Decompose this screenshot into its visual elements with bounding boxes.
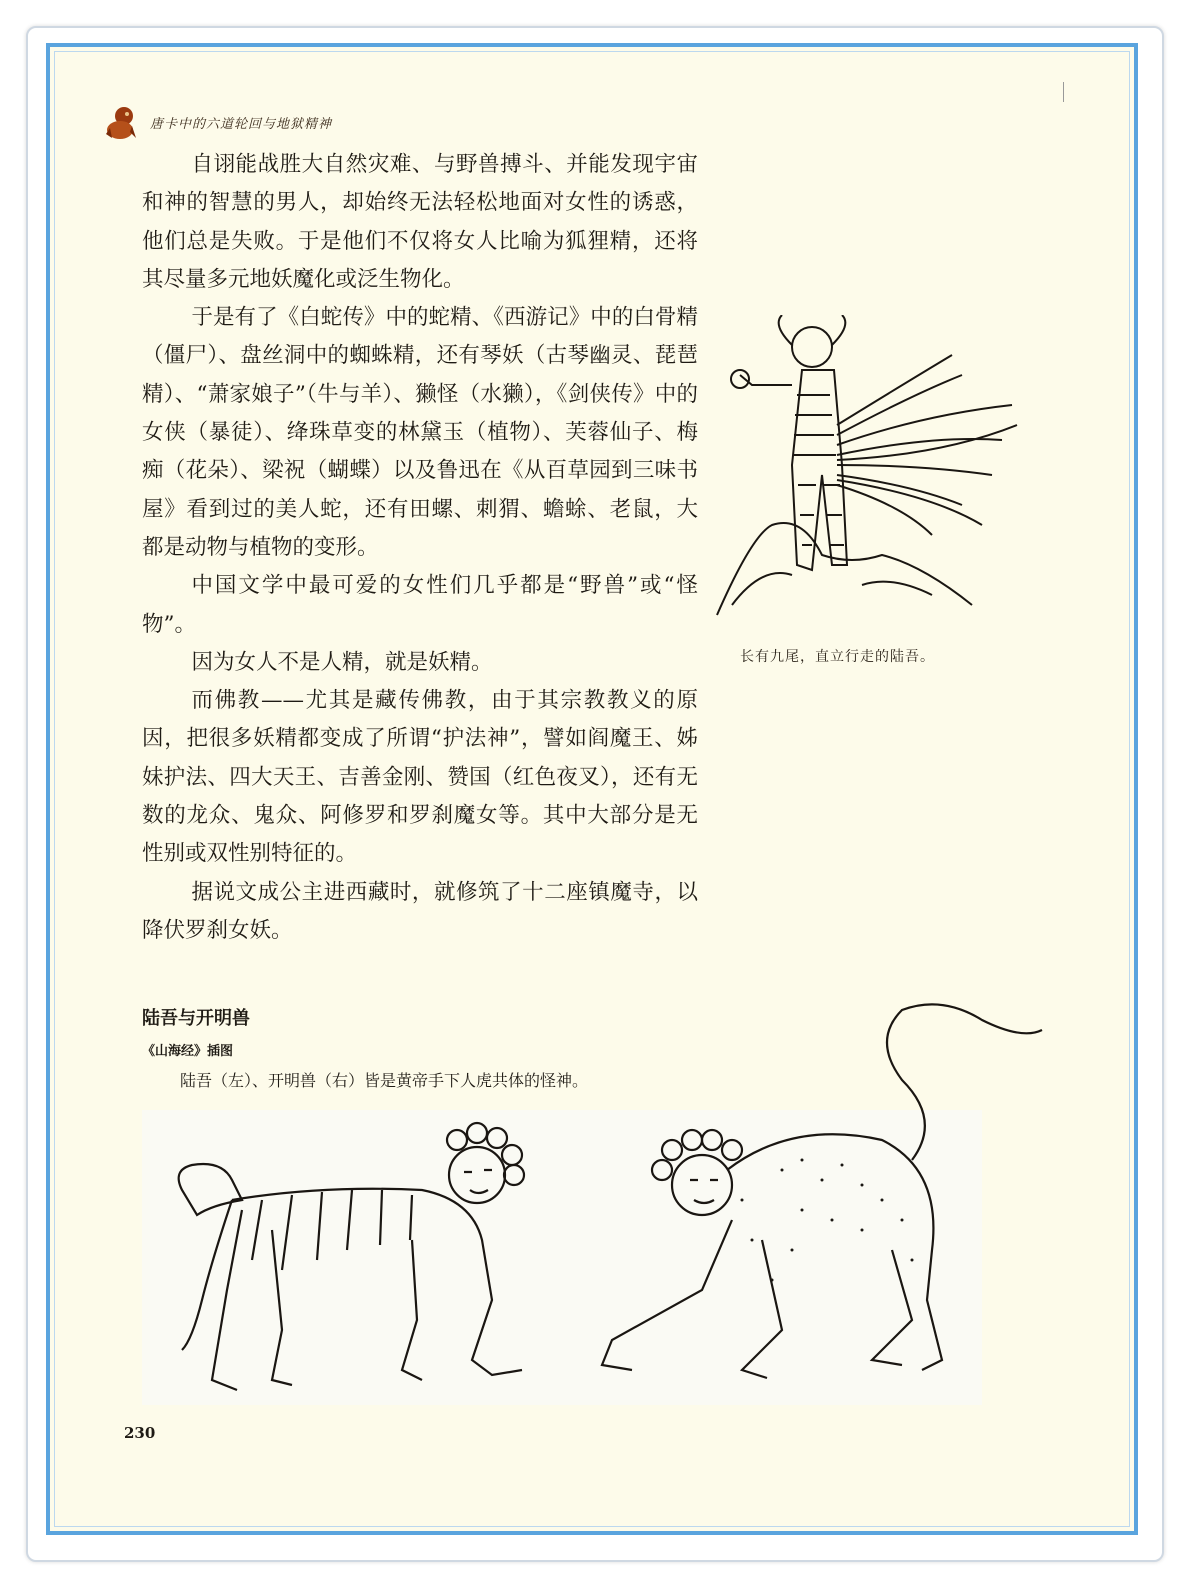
figure-title: 陆吾与开明兽	[142, 1008, 250, 1029]
paragraph: 据说文成公主进西藏时，就修筑了十二座镇魔寺，以降伏罗刹女妖。	[142, 879, 698, 943]
paragraph: 因为女人不是人精，就是妖精。	[191, 649, 493, 675]
paragraph: 于是有了《白蛇传》中的蛇精、《西游记》中的白骨精（僵尸）、盘丝洞中的蜘蛛精，还有琴妖（古琴幽灵、琵琶精）、“萧家娘子”（牛与羊）、獭怪（水獭），《剑侠传》中的女侠（暴徒）、绛珠草变的林黛玉（植物）、芙蓉仙子、梅痴（花朵）、梁祝（蝴蝶）以及鲁迅在《从百草园到三味书屋》看到过的美人蛇，还有田螺、刺猬、蟾蜍、老鼠，大都是动物与植物的变形。	[142, 305, 698, 560]
page-number: 230	[124, 1424, 156, 1442]
luwu-standing-illustration	[712, 315, 1027, 635]
paragraph: 自诩能战胜大自然灾难、与野兽搏斗、并能发现宇宙和神的智慧的男人，却始终无法轻松地面对女性的诱惑，他们总是失败。于是他们不仅将女人比喻为狐狸精，还将其尽量多元地妖魔化或泛生物化。	[142, 152, 698, 292]
running-head-title: 唐卡中的六道轮回与地狱精神	[150, 116, 333, 132]
figure-source: 《山海经》插图	[142, 1044, 234, 1059]
crop-mark	[1063, 82, 1064, 102]
paragraph: 而佛教——尤其是藏传佛教，由于其宗教教义的原因，把很多妖精都变成了所谓“护法神”，譬如阎魔王、姊妹护法、四大天王、吉善金刚、赞国（红色夜叉），还有无数的龙众、鬼众、阿修罗和罗刹魔女等。其中大部分是无性别或双性别特征的。	[142, 688, 698, 867]
figure-description: 陆吾（左）、开明兽（右）皆是黄帝手下人虎共体的怪神。	[180, 1071, 589, 1090]
paragraph: 中国文学中最可爱的女性们几乎都是“野兽”或“怪物”。	[142, 573, 698, 637]
figurine-icon	[102, 102, 140, 142]
running-head	[102, 102, 332, 142]
figure-caption: 长有九尾，直立行走的陆吾。	[740, 649, 935, 665]
luwu-kaiming-illustration	[142, 1000, 1062, 1405]
body-text	[142, 146, 698, 950]
